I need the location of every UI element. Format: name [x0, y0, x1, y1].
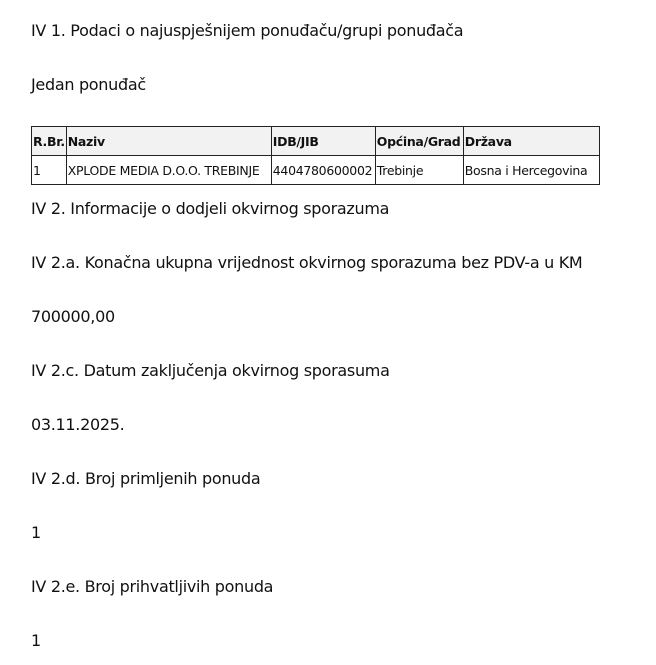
- item-iv2e-label: IV 2.e. Broj prihvatljivih ponuda: [31, 577, 274, 596]
- column-header-rbr: R.Br.: [32, 127, 67, 156]
- item-iv2e-value: 1: [31, 631, 41, 650]
- section-iv1-heading: IV 1. Podaci o najuspješnijem ponuđaču/grupi ponuđača: [31, 21, 464, 40]
- cell-idb-jib: 4404780600002: [271, 156, 375, 185]
- item-iv2d-label: IV 2.d. Broj primljenih ponuda: [31, 469, 261, 488]
- item-iv2a-label: IV 2.a. Konačna ukupna vrijednost okvirnog sporazuma bez PDV-a u KM: [31, 253, 583, 272]
- column-header-drzava: Država: [463, 127, 599, 156]
- column-header-naziv: Naziv: [66, 127, 271, 156]
- winning-bidder-table: [31, 126, 600, 185]
- cell-drzava: Bosna i Hercegovina: [463, 156, 599, 185]
- cell-opcina-grad: Trebinje: [375, 156, 463, 185]
- column-header-idb-jib: IDB/JIB: [271, 127, 375, 156]
- bidder-type: Jedan ponuđač: [31, 75, 146, 94]
- item-iv2c-value: 03.11.2025.: [31, 415, 125, 434]
- table-header-row: [32, 127, 600, 156]
- cell-rbr: 1: [32, 156, 67, 185]
- cell-naziv: XPLODE MEDIA D.O.O. TREBINJE: [66, 156, 271, 185]
- item-iv2c-label: IV 2.c. Datum zaključenja okvirnog sporasuma: [31, 361, 390, 380]
- table-row: [32, 156, 600, 185]
- item-iv2a-value: 700000,00: [31, 307, 115, 326]
- column-header-opcina-grad: Općina/Grad: [375, 127, 463, 156]
- item-iv2d-value: 1: [31, 523, 41, 542]
- section-iv2-heading: IV 2. Informacije o dodjeli okvirnog sporazuma: [31, 199, 390, 218]
